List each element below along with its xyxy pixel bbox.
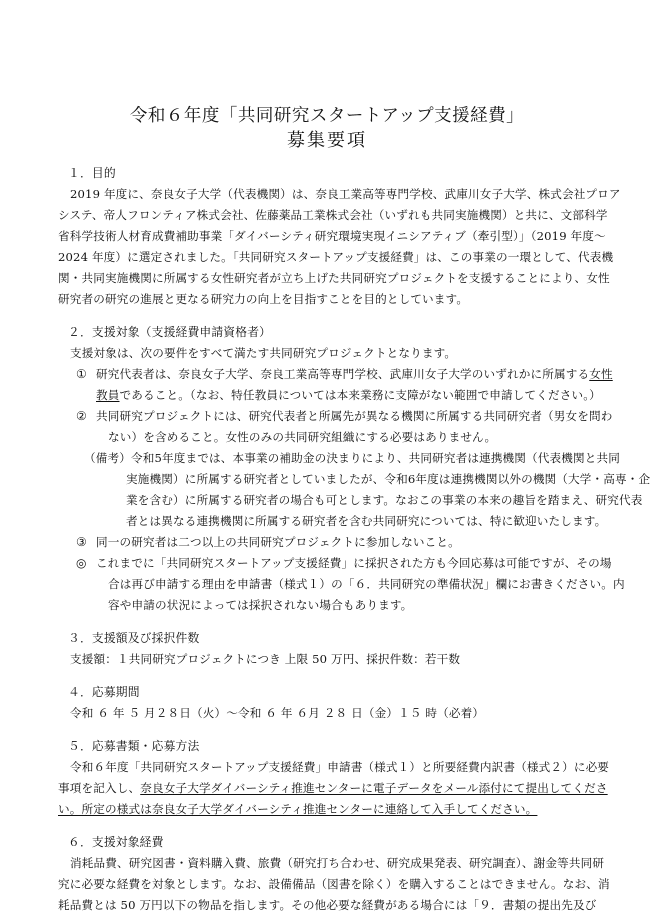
period-text: 令和 ６ 年 ５ 月２８日（火）～令和 ６ 年 ６月 ２８ 日（金）１５ 時（必着） (70, 706, 485, 720)
application-line: い。所定の様式は奈良女子大学ダイバーシティ推進センターに連絡して入手してください。 (58, 802, 538, 816)
section-heading-expenses: ６．支援対象経費 (68, 835, 164, 849)
eligibility-item-2-line: ない）を含めること。女性のみの共同研究組織にする必要はありません。 (108, 430, 497, 444)
application-line (58, 781, 608, 795)
section-heading-eligibility: ２．支援対象（支援経費申請資格者） (68, 325, 272, 339)
item-marker: ② (76, 409, 87, 423)
purpose-line: 2024 年度）に選定されました。「共同研究スタートアップ支援経費」は、この事業の一環として、代表機 (58, 250, 614, 264)
purpose-line: 関・共同実施機関に所属する女性研究者が立ち上げた共同研究プロジェクトを支援することにより、女性 (58, 271, 610, 285)
section-heading-application: ５．応募書類・応募方法 (68, 739, 200, 753)
purpose-line: 省科学技術人材育成費補助事業「ダイバーシティ研究環境実現イニシアティブ（牽引型）」（2019 年度～ (58, 229, 606, 243)
section-heading-purpose: １．目的 (68, 166, 116, 180)
document-title: 令和６年度「共同研究スタートアップ支援経費」 (129, 106, 525, 126)
eligibility-item-1-text: 研究代表者は、奈良女子大学、奈良工業高等専門学校、武庫川女子大学のいずれかに所属する (96, 367, 590, 381)
note-line: （備考）令和5年度までは、本事業の補助金の決まりにより、共同研究者は連携機関（代表機関と共同 (84, 451, 620, 465)
eligibility-item-4-line: 合は再び申請する理由を申請書（様式１）の「６．共同研究の準備状況」欄にお書きください。内 (108, 577, 625, 591)
eligibility-item-2-line: 共同研究プロジェクトには、研究代表者と所属先が異なる機関に所属する共同研究者（男女を問わ (96, 409, 613, 423)
document-subtitle: 募集要項 (287, 130, 367, 151)
eligibility-item-1-line (96, 367, 613, 381)
purpose-line: 2019 年度に、奈良女子大学（代表機関）は、奈良工業高等専門学校、武庫川女子大学、株式会社プロア (70, 187, 621, 201)
eligibility-item-4-line: これまでに「共同研究スタートアップ支援経費」に採択された方も今回応募は可能ですが、その場 (96, 556, 612, 570)
eligibility-item-1-line (96, 388, 601, 402)
underlined-text: 女性 (589, 367, 613, 381)
underlined-text: 奈良女子大学ダイバーシティ推進センターに電子データをメール添付にて提出してくださ (140, 781, 608, 795)
item-marker: ① (76, 367, 87, 381)
eligibility-item-1-text: であること。（なお、特任教員については本来業務に支障がない範囲で申請してください。） (119, 388, 601, 402)
amount-text: 支援額：１共同研究プロジェクトにつき 上限 50 万円、採択件数：若干数 (70, 652, 461, 666)
section-heading-amount: ３．支援額及び採択件数 (68, 631, 200, 645)
eligibility-item-4-line: 容や申請の状況によっては採択されない場合もあります。 (108, 598, 413, 612)
purpose-line: システ、帝人フロンティア株式会社、佐藤薬品工業株式会社（いずれも共同実施機関）と共に、文部科学 (58, 208, 608, 222)
eligibility-intro: 支援対象は、次の要件をすべて満たす共同研究プロジェクトとなります。 (70, 346, 457, 360)
note-line: 者とは異なる連携機関に所属する研究者を含む共同研究については、特に歓迎いたします。 (126, 514, 607, 528)
expenses-line: 消耗品費、研究図書・資料購入費、旅費（研究打ち合わせ、研究成果発表、研究調査）、謝金等共同研 (70, 856, 605, 870)
eligibility-item-3: 同一の研究者は二つ以上の共同研究プロジェクトに参加しないこと。 (96, 535, 460, 549)
item-marker: ◎ (76, 556, 87, 570)
expenses-line: 究に必要な経費を対象とします。なお、設備備品（図書を除く）を購入することはできません。なお、消 (58, 877, 610, 891)
purpose-line: 研究者の研究の進展と更なる研究力の向上を目指すことを目的としています。 (58, 292, 469, 306)
section-heading-period: ４．応募期間 (68, 685, 140, 699)
item-marker: ③ (76, 535, 87, 549)
note-line: 実施機関）に所属する研究者としていましたが、令和6年度は連携機関以外の機関（大学・高専・企 (126, 472, 651, 486)
note-line: 業を含む）に所属する研究者の場合も可とします。なおこの事業の本来の趣旨を踏まえ、研究代表 (126, 493, 643, 507)
application-line: 令和６年度「共同研究スタートアップ支援経費」申請書（様式１）と所要経費内訳書（様式２）に必要 (70, 760, 610, 774)
application-text: 事項を記入し、 (58, 781, 141, 795)
underlined-text: 教員 (96, 388, 120, 402)
expenses-line: 耗品費とは 50 万円以下の物品を指します。その他必要な経費がある場合には「９．書類の提出先及び (58, 898, 597, 912)
